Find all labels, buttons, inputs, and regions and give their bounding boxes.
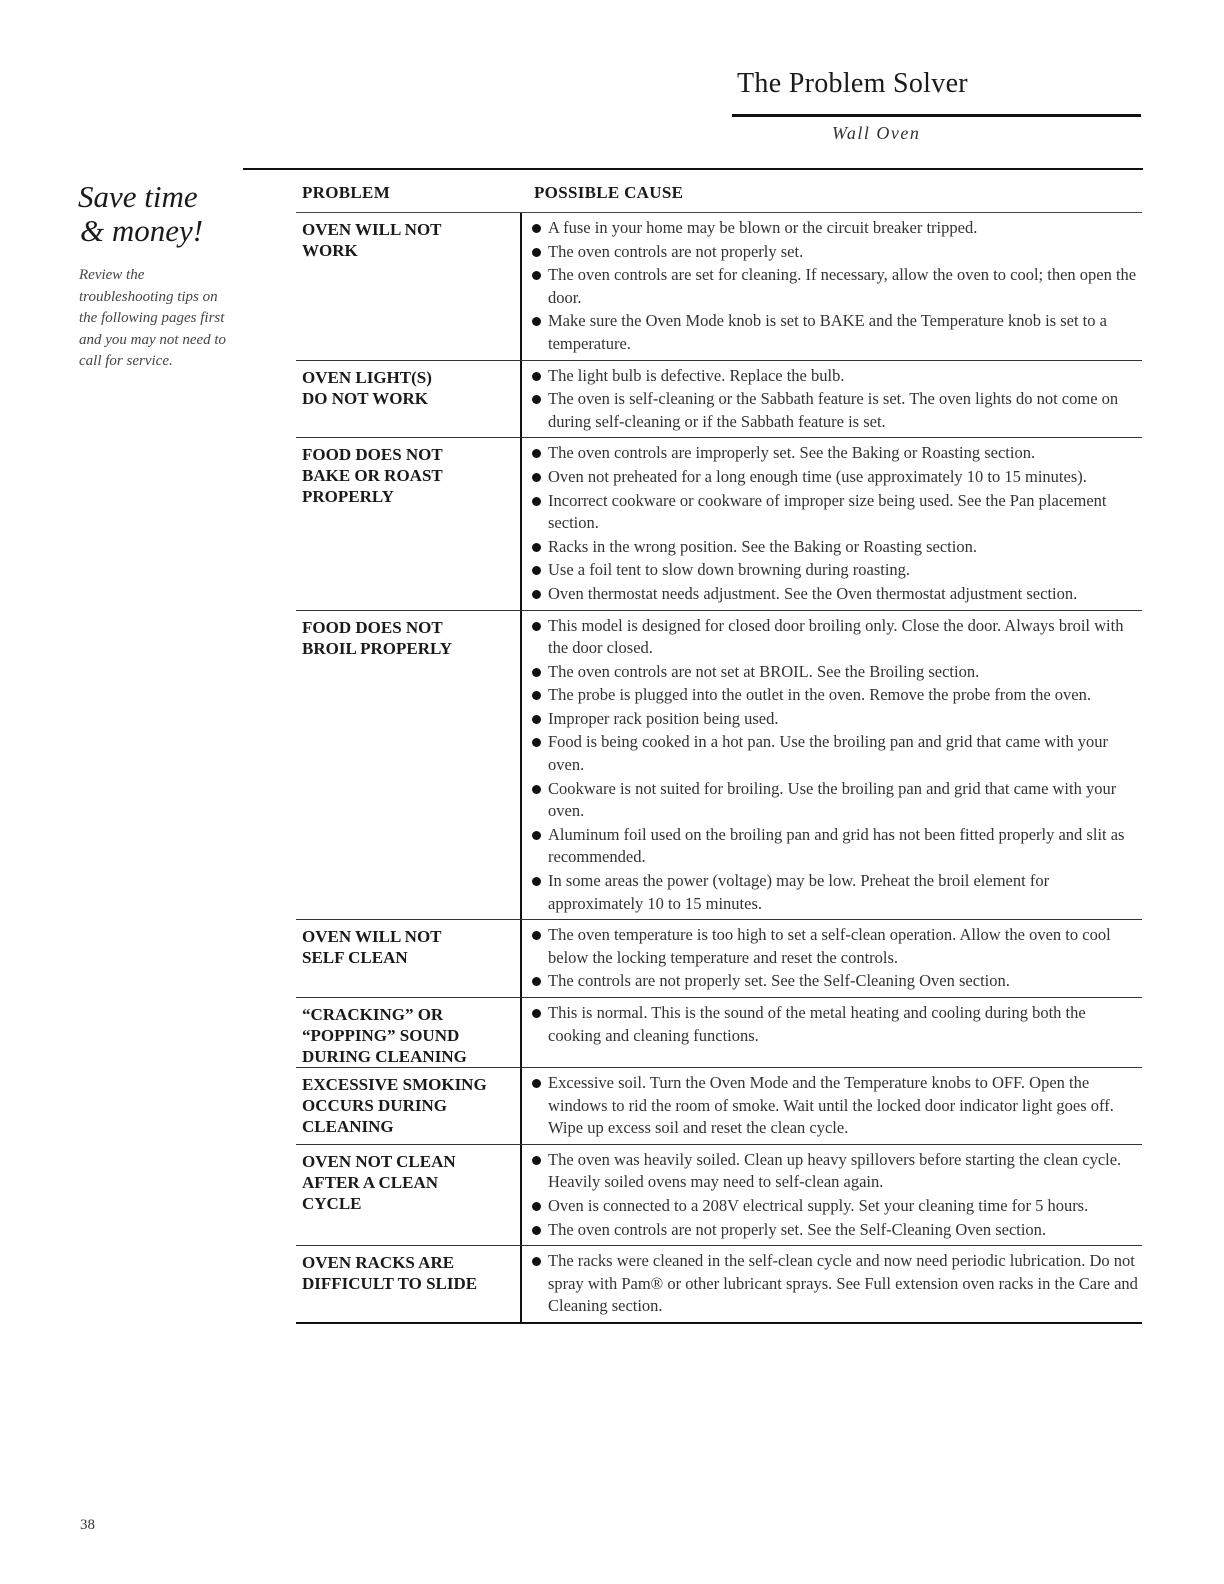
cause-text: Aluminum foil used on the broiling pan and grid has not been fitted properly and slit as recommended. — [548, 824, 1125, 867]
causes-cell — [522, 361, 1142, 438]
problem-line: DO NOT WORK — [302, 388, 428, 408]
cause-item — [530, 708, 1142, 731]
problem-line: FOOD DOES NOT — [302, 617, 443, 637]
problem-line: FOOD DOES NOT — [302, 445, 443, 465]
bullet-icon — [532, 372, 541, 381]
problem-line: “CRACKING” OR — [302, 1005, 444, 1024]
problem-line: SELF CLEAN — [302, 948, 408, 968]
cause-item — [530, 924, 1142, 969]
cause-item — [530, 559, 1142, 582]
cause-text: Racks in the wrong position. See the Baking or Roasting section. — [548, 536, 977, 556]
bullet-icon — [532, 473, 541, 482]
top-rule — [243, 168, 1143, 170]
bullet-icon — [532, 395, 541, 404]
cause-item — [530, 536, 1142, 559]
table-row — [296, 920, 1142, 998]
cause-text: Oven thermostat needs adjustment. See the Oven thermostat adjustment section. — [548, 583, 1078, 603]
cause-item — [530, 870, 1142, 915]
cause-item — [530, 388, 1142, 433]
cause-item — [530, 684, 1142, 707]
cause-text: In some areas the power (voltage) may be low. Preheat the broil element for approximately 10 to 15 minutes. — [548, 871, 1050, 913]
problem-cell — [296, 1246, 522, 1322]
bullet-icon — [532, 785, 541, 794]
problem-line: OCCURS DURING — [302, 1096, 447, 1115]
problem-line: BROIL PROPERLY — [302, 638, 453, 658]
problem-line: OVEN LIGHT(S) — [302, 367, 432, 387]
problem-line: CLEANING — [302, 1117, 394, 1136]
problem-line: DURING CLEANING — [302, 1047, 467, 1066]
cause-item — [530, 1250, 1142, 1318]
causes-cell — [522, 1068, 1142, 1144]
cause-text: A fuse in your home may be blown or the circuit breaker tripped. — [548, 218, 978, 237]
cause-item — [530, 490, 1142, 535]
table-row — [296, 1246, 1142, 1324]
sidebar-tip: Review the troubleshooting tips on the following pages first and you may not need to call for service. — [79, 267, 227, 369]
causes-cell — [522, 213, 1142, 360]
cause-text: Food is being cooked in a hot pan. Use the broiling pan and grid that came with your oven. — [548, 732, 1108, 775]
cause-text: The oven controls are not properly set. — [548, 241, 804, 261]
cause-item — [530, 731, 1142, 776]
cause-text: The racks were cleaned in the self-clean cycle and now need periodic lubrication. Do not spray with Pam® or other lubricant sprays. See Full extension oven racks in the Care and Cleaning section. — [548, 1251, 1138, 1316]
sidebar-title-line1: Save time — [78, 179, 198, 214]
cause-text: Excessive soil. Turn the Oven Mode and the Temperature knobs to OFF. Open the windows to rid the room of smoke. Wait until the locked door indicator light goes off. Wipe up excess soil and reset the clean cycle. — [548, 1073, 1114, 1138]
cause-text: The oven controls are not properly set. See the Self-Cleaning Oven section. — [548, 1219, 1047, 1239]
bullet-icon — [532, 317, 541, 326]
cause-text: The probe is plugged into the outlet in the oven. Remove the probe from the oven. — [548, 685, 1091, 705]
cause-text: The oven was heavily soiled. Clean up heavy spillovers before starting the clean cycle. Heavily soiled ovens may need to self-clean again. — [548, 1149, 1122, 1192]
cause-text: Oven is connected to a 208V electrical supply. Set your cleaning time for 5 hours. — [548, 1195, 1089, 1215]
cause-text: Use a foil tent to slow down browning during roasting. — [548, 560, 911, 580]
cause-text: This is normal. This is the sound of the metal heating and cooling during both the cooking and cleaning functions. — [548, 1003, 1086, 1045]
problem-line: CYCLE — [302, 1193, 362, 1213]
cause-item — [530, 1002, 1142, 1047]
cause-text: The oven temperature is too high to set a self-clean operation. Allow the oven to cool below the locking temperature and reset the controls. — [548, 925, 1111, 967]
cause-text: Incorrect cookware or cookware of improper size being used. See the Pan placement section. — [548, 490, 1107, 533]
problem-line: BAKE OR ROAST — [302, 466, 443, 486]
cause-item — [530, 264, 1142, 309]
problem-line: OVEN NOT CLEAN — [302, 1151, 456, 1171]
problem-line: DIFFICULT TO SLIDE — [302, 1274, 478, 1294]
cause-item — [530, 661, 1142, 684]
problem-line: WORK — [302, 241, 358, 260]
bullet-icon — [532, 449, 541, 458]
problem-table — [296, 180, 1142, 1324]
bullet-icon — [532, 497, 541, 506]
cause-item — [530, 1195, 1142, 1218]
bullet-icon — [532, 715, 541, 724]
table-body — [296, 213, 1142, 1324]
cause-text: Oven not preheated for a long enough time (use approximately 10 to 15 minutes). — [548, 466, 1087, 486]
cause-item — [530, 778, 1142, 823]
problem-line: PROPERLY — [302, 487, 394, 507]
page-number: 38 — [80, 1517, 95, 1533]
header-cause: POSSIBLE CAUSE — [534, 183, 684, 202]
cause-item — [530, 1219, 1142, 1242]
bullet-icon — [532, 668, 541, 677]
cause-text: Improper rack position being used. — [548, 708, 779, 728]
bullet-icon — [532, 1079, 541, 1088]
cause-item — [530, 310, 1142, 355]
cause-item — [530, 241, 1142, 264]
problem-cell — [296, 1145, 522, 1245]
problem-cell — [296, 361, 522, 438]
bullet-icon — [532, 248, 541, 257]
bullet-icon — [532, 1226, 541, 1235]
causes-cell — [522, 920, 1142, 997]
header-problem: PROBLEM — [302, 183, 391, 202]
bullet-icon — [532, 831, 541, 840]
bullet-icon — [532, 691, 541, 700]
cause-text: The oven controls are not set at BROIL. See the Broiling section. — [548, 661, 980, 681]
table-header — [296, 180, 1142, 213]
problem-line: OVEN RACKS ARE — [302, 1253, 455, 1273]
table-row — [296, 1068, 1142, 1145]
sidebar-title — [78, 180, 238, 248]
cause-item — [530, 615, 1142, 660]
causes-cell — [522, 611, 1142, 920]
problem-cell — [296, 1068, 522, 1144]
cause-item — [530, 1072, 1142, 1140]
table-row — [296, 438, 1142, 610]
bullet-icon — [532, 590, 541, 599]
cause-text: This model is designed for closed door broiling only. Close the door. Always broil with the door closed. — [548, 615, 1124, 658]
cause-item — [530, 365, 1142, 388]
table-row — [296, 361, 1142, 439]
sidebar-title-line2: & money! — [80, 213, 204, 248]
bullet-icon — [532, 977, 541, 986]
bullet-icon — [532, 1156, 541, 1165]
cause-item — [530, 466, 1142, 489]
problem-line: AFTER A CLEAN — [302, 1172, 439, 1192]
bullet-icon — [532, 566, 541, 575]
bullet-icon — [532, 271, 541, 280]
bullet-icon — [532, 1257, 541, 1266]
cause-item — [530, 1149, 1142, 1194]
table-row — [296, 611, 1142, 921]
cause-item — [530, 583, 1142, 606]
cause-item — [530, 824, 1142, 869]
cause-text: Make sure the Oven Mode knob is set to BAKE and the Temperature knob is set to a temperature. — [548, 311, 1107, 353]
cause-item — [530, 442, 1142, 465]
problem-cell — [296, 611, 522, 920]
causes-cell — [522, 1145, 1142, 1245]
header-rule — [732, 114, 1141, 117]
problem-line: OVEN WILL NOT — [302, 927, 442, 947]
problem-cell — [296, 920, 522, 997]
cause-item — [530, 217, 1142, 240]
bullet-icon — [532, 931, 541, 940]
page-title: The Problem Solver — [737, 68, 968, 99]
problem-cell — [296, 213, 522, 360]
bullet-icon — [532, 224, 541, 233]
causes-cell — [522, 438, 1142, 609]
bullet-icon — [532, 877, 541, 886]
problem-line: “POPPING” SOUND — [302, 1026, 460, 1045]
bullet-icon — [532, 738, 541, 747]
bullet-icon — [532, 1202, 541, 1211]
bullet-icon — [532, 622, 541, 631]
cause-text: The light bulb is defective. Replace the bulb. — [548, 365, 845, 385]
causes-cell — [522, 1246, 1142, 1322]
cause-text: The oven is self-cleaning or the Sabbath feature is set. The oven lights do not come on during self-cleaning or if the Sabbath feature is set. — [548, 389, 1119, 431]
cause-text: Cookware is not suited for broiling. Use the broiling pan and grid that came with your oven. — [548, 778, 1117, 821]
table-row — [296, 213, 1142, 361]
page-subtitle: Wall Oven — [832, 123, 921, 143]
problem-line: EXCESSIVE SMOKING — [302, 1075, 487, 1094]
cause-text: The controls are not properly set. See the Self-Cleaning Oven section. — [548, 971, 1010, 991]
problem-line: OVEN WILL NOT — [302, 220, 442, 239]
bullet-icon — [532, 543, 541, 552]
cause-item — [530, 970, 1142, 993]
table-row — [296, 1145, 1142, 1246]
cause-text: The oven controls are set for cleaning. If necessary, allow the oven to cool; then open the door. — [548, 265, 1137, 307]
problem-cell — [296, 998, 522, 1067]
cause-text: The oven controls are improperly set. See the Baking or Roasting section. — [548, 443, 1036, 463]
causes-cell — [522, 998, 1142, 1067]
table-row — [296, 998, 1142, 1068]
bullet-icon — [532, 1009, 541, 1018]
problem-cell — [296, 438, 522, 609]
